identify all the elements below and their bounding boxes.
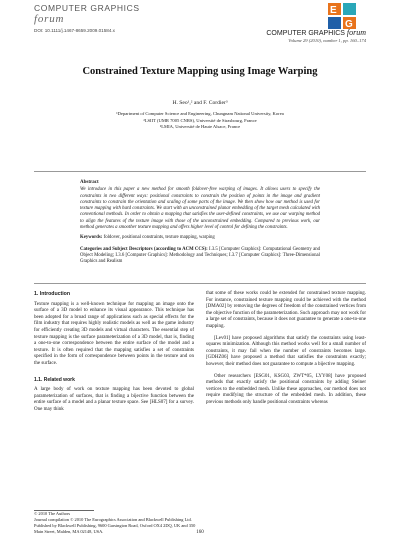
journal-logo-left: [34, 4, 140, 25]
svg-text:G: G: [345, 19, 353, 29]
keywords-line: [80, 235, 320, 241]
subsection-heading-related-work: 1.1. Related work: [34, 376, 75, 383]
logo-line-computer-graphics: COMPUTER GRAPHICS: [34, 3, 140, 13]
right-logo-forum: forum: [346, 28, 366, 37]
logo-line-forum: forum: [34, 12, 65, 25]
paper-title: Constrained Texture Mapping using Image Warping: [82, 66, 318, 77]
intro-paragraph: Texture mapping is a well-known technique for mapping an image onto the surface of a 3D model to enhance its visual appearance. This technique has been adopted for a broad range of applications such as special effects for the film industry that requires highly realistic models as well as the game industry for efficiently creating 3D models and virtual characters. The essential step of texture mapping is the surface parameterization of a 3D model, that is, finding a one-to-one correspondence between the entire surface of the model and a texture. It is often required that the mapping satisfies a set of constraints specified in the form of correspondence between points in the texture and on the surface.: [34, 301, 194, 366]
paper-authors: H. Seo¹,² and F. Cordier³: [172, 100, 228, 106]
right-paragraph-3: Other researchers [ESG01, KSG03, ZWT*05, LYY08] have proposed methods that exactly satisfy the positional constraints by adding Steiner vertices to the embedded mesh. Unlike these approaches, our method does not require modifying the structure of the embedded mesh. In addition, these previous methods only handle positional constraints whereas: [206, 373, 366, 405]
doi-line: DOI: 10.1111/j.1467-8659.2009.01584.x: [34, 28, 115, 33]
journal-logo-right: [266, 28, 366, 37]
journal-header: [0, 0, 400, 52]
left-column: [34, 291, 194, 419]
categories-label: Categories and Subject Descriptors (according to ACM CCS):: [80, 246, 208, 252]
page-number: 160: [196, 530, 204, 535]
keywords-label: Keywords:: [80, 235, 103, 241]
right-column: [206, 291, 366, 412]
abstract-bottom-rule: [34, 283, 366, 284]
abstract-heading: Abstract: [80, 180, 99, 185]
abstract-text: We introduce in this paper a new method for smooth foldover-free warping of images. It allows users to specify the constraints in two different ways: positional constraints to constrain the position of points in the image and gradient constraints to constrain the orientation and scaling of some parts of the image. We then show how our method is used for texture mapping with hard constraints. We start with an unconstrained planar embedding of the target mesh calculated with conventional methods. In order to obtain a mapping that satisfies the user-defined constraints, we use our warping method to align the features of the texture image with those of the unconstrained embedding. Compared to previous work, our method generates a smoother texture mapping and offers higher level of control for defining the constraints.: [80, 187, 320, 231]
section-heading-introduction: 1. Introduction: [34, 291, 71, 297]
right-logo-prefix: COMPUTER GRAPHICS: [266, 30, 345, 37]
affiliation-3: ³LMIA, Université de Haute Alsace, France: [159, 124, 241, 130]
svg-text:E: E: [330, 5, 337, 16]
related-work-paragraph: A large body of work on texture mapping has been devoted to global parameterization of surfaces, that is finding a bijective function between the entire surface of a model and a planar texture space. See [HLS07] for a survey. One may think: [34, 387, 194, 412]
abstract-section: [80, 180, 320, 266]
author-affiliations: [0, 111, 400, 131]
eurographics-logo-icon: [328, 3, 356, 29]
copyright-line-2: Journal compilation © 2010 The Eurographics Association and Blackwell Publishing Ltd. Published by Blackwell Publishing, 9600 Garsington Road, Oxford OX4 2DQ, UK and 350 Main Street, Malden, MA 02148, USA.: [34, 517, 196, 534]
categories-block: [80, 247, 320, 266]
volume-line: Volume 29 (2010), number 1, pp. 160–174: [288, 38, 366, 43]
categories-value: I.3.5 [Computer Graphics]: Computational Geometry and Object Modeling; I.3.6 [Computer Graphics]: Methodology and Techniques; I.3.7 [Computer Graphics]: Three-Dimensional Graphics and Realism: [80, 246, 321, 265]
copyright-line-1: © 2010 The Authors: [34, 511, 71, 516]
abstract-top-rule: [34, 171, 366, 172]
keywords-value: foldover, positional constraints, texture mapping, warping: [103, 235, 215, 241]
right-paragraph-2: [Lev01] have proposed algorithms that satisfy the constraints using least-squares minimization. Although this method works well for a small number of constraints, it may fail when the number of constraints becomes large. [GDHZ06] have proposed a method that satisfies the constraints exactly; however, their method does not guarantee to compute a bijective mapping.: [206, 335, 366, 367]
affiliation-2: ²LSIIT (UMR 7005 CNRS), Université de Strasbourg, France: [143, 117, 257, 123]
affiliation-1: ¹Department of Computer Science and Engineering, Chungnam National University, Korea: [116, 111, 284, 116]
right-paragraph-1: that some of these works could be extended for constrained texture mapping. For instance, constrained texture mapping could be achieved with the method [DMA02] by removing the degrees of freedom of the constrained vertices from the objective function of the parameterization. Such approach may not work for a large set of constraints, because it does not guarantee to generate a one-to-one mapping.: [206, 291, 366, 329]
